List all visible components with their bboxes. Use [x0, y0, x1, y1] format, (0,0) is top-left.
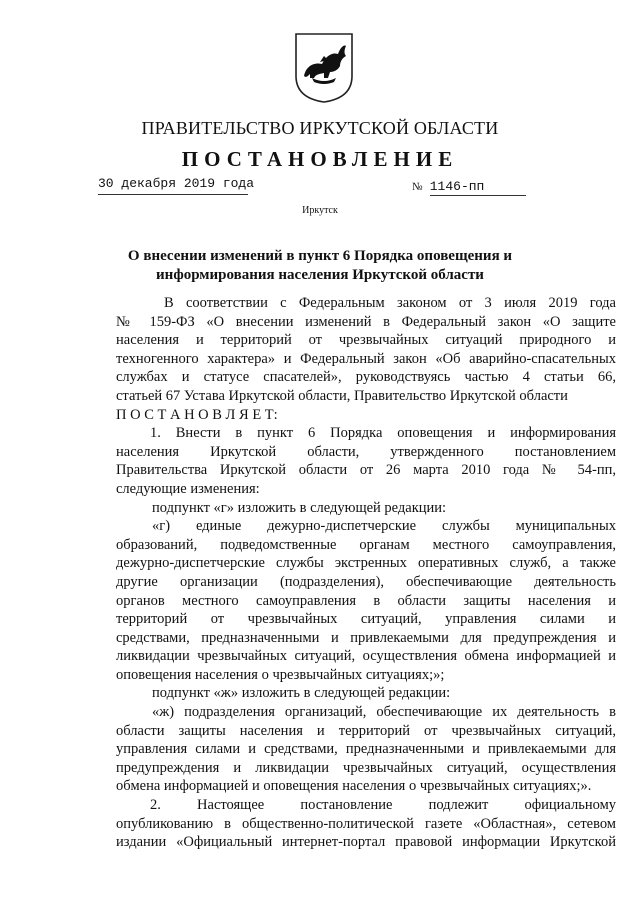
heading-line: О внесении изменений в пункт 6 Порядка оповещения и	[127, 248, 513, 264]
body-line: другие организации (подразделения), обеспечивающие деятельность	[116, 573, 616, 590]
resolves-line: П О С Т А Н О В Л Я Е Т:	[116, 406, 278, 423]
number-value: 1146-пп	[429, 179, 485, 194]
document-number	[412, 178, 484, 194]
body-line: 2. Настоящее постановление подлежит официальному	[150, 797, 616, 814]
body-line: обмена информацией и оповещения населения о чрезвычайных ситуациях;».	[116, 778, 592, 795]
body-line: статьей 67 Устава Иркутской области, Правительство Иркутской области	[116, 387, 568, 404]
body-line: «г) единые дежурно-диспетчерские службы муниципальных	[152, 518, 616, 535]
irkutsk-coat-of-arms-icon	[294, 32, 354, 104]
document-type: ПОСТАНОВЛЕНИЕ	[181, 147, 459, 171]
heading-line: информирования населения Иркутской области	[156, 267, 484, 283]
body-line: следующие изменения:	[116, 480, 260, 497]
document-heading	[0, 247, 640, 285]
body-line: управления силами и средствами, предназначенными и привлекаемыми для	[116, 741, 616, 758]
body-line: территорий от чрезвычайных ситуаций, управления силами и	[116, 611, 616, 628]
body-line: органов местного самоуправления в области защиты населения и	[116, 592, 616, 609]
date-value: 30 декабря 2019 года	[98, 176, 255, 191]
body-line: предупреждения и ликвидации чрезвычайных ситуаций, осуществления	[116, 759, 616, 776]
document-date	[98, 176, 254, 191]
body-line: «ж) подразделения организаций, обеспечивающие их деятельность в	[152, 704, 616, 721]
body-line: № 159-ФЗ «О внесении изменений в Федеральный закон «О защите	[116, 313, 616, 330]
body-line: опубликованию в общественно-политической газете «Областная», сетевом	[116, 815, 616, 832]
body-line: населения Иркутской области, утвержденного постановлением	[116, 443, 616, 460]
document-body	[116, 294, 616, 852]
date-underline	[98, 194, 248, 195]
city-name: Иркутск	[302, 205, 338, 216]
body-line: 1. Внести в пункт 6 Порядка оповещения и информирования	[150, 425, 616, 442]
body-line: дежурно-диспетчерские службы экстренных оперативных служб, а также	[116, 555, 616, 572]
body-line: подпункт «ж» изложить в следующей редакции:	[152, 685, 451, 702]
body-line: населения и территорий от чрезвычайных ситуаций природного и	[116, 332, 616, 349]
body-line: издании «Официальный интернет-портал правовой информации Иркутской	[116, 834, 616, 851]
body-line: Правительства Иркутской области от 26 марта 2010 года № 54-пп,	[116, 462, 616, 479]
body-line: техногенного характера» и Федеральный закон «Об аварийно-спасательных	[116, 350, 616, 367]
number-sign: №	[412, 181, 423, 193]
emblem-graphic	[294, 32, 354, 104]
body-line: ликвидации чрезвычайных ситуаций, осуществления обмена информацией и	[116, 648, 616, 665]
body-line: подпункт «г» изложить в следующей редакции:	[152, 499, 447, 516]
body-line: службах и статусе спасателей», руководствуясь частью 4 статьи 66,	[116, 369, 616, 386]
government-title: ПРАВИТЕЛЬСТВО ИРКУТСКОЙ ОБЛАСТИ	[141, 118, 499, 138]
body-line: оповещения населения о чрезвычайных ситуациях;»;	[116, 666, 445, 683]
body-line: В соответствии с Федеральным законом от 3 июля 2019 года	[164, 295, 616, 311]
body-line: области защиты населения и территорий от чрезвычайных ситуаций,	[116, 722, 616, 739]
body-line: образований, подведомственные органам местного самоуправления,	[116, 536, 616, 553]
body-line: средствами, предназначенными и привлекаемыми для предупреждения и	[116, 629, 616, 646]
number-underline	[430, 195, 526, 196]
